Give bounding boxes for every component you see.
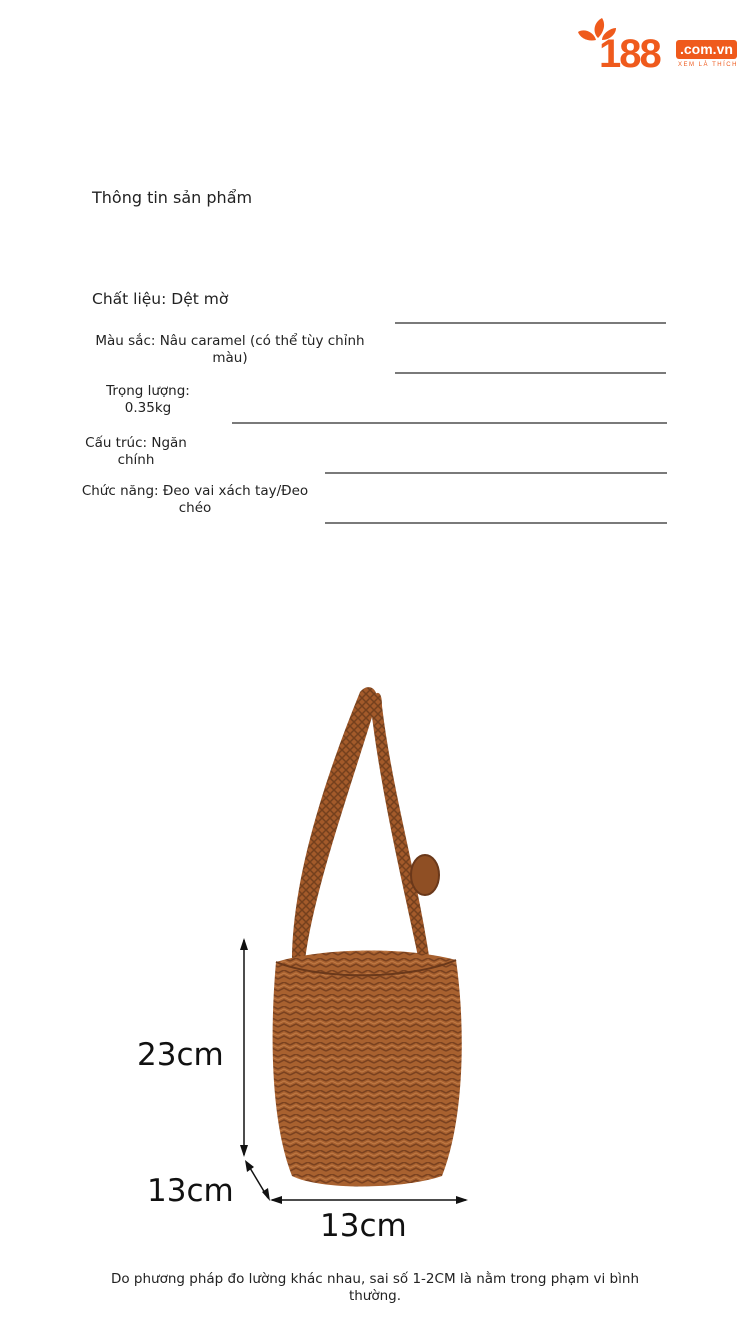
section-title: Thông tin sản phẩm — [92, 188, 253, 207]
spec-weight: Trọng lượng: 0.35kg — [106, 383, 190, 416]
dimension-width: 13cm — [320, 1208, 407, 1244]
spec-structure: Cấu trúc: Ngăn chính — [85, 435, 187, 468]
dimension-depth: 13cm — [147, 1173, 234, 1209]
dimension-height: 23cm — [137, 1037, 224, 1073]
measurement-note: Do phương pháp đo lường khác nhau, sai số 1-2CM là nằm trong phạm vi bình thường. — [110, 1271, 639, 1304]
logo-tagline: XEM LÀ THÍCH — [678, 62, 738, 68]
logo-number: 188 — [599, 32, 660, 76]
spec-color: Màu sắc: Nâu caramel (có thể tùy chỉnh màu) — [95, 333, 365, 366]
spec-material: Chất liệu: Dệt mờ — [92, 290, 229, 308]
logo-domain: .com.vn — [676, 40, 737, 59]
spec-function: Chức năng: Đeo vai xách tay/Đeo chéo — [81, 483, 309, 516]
